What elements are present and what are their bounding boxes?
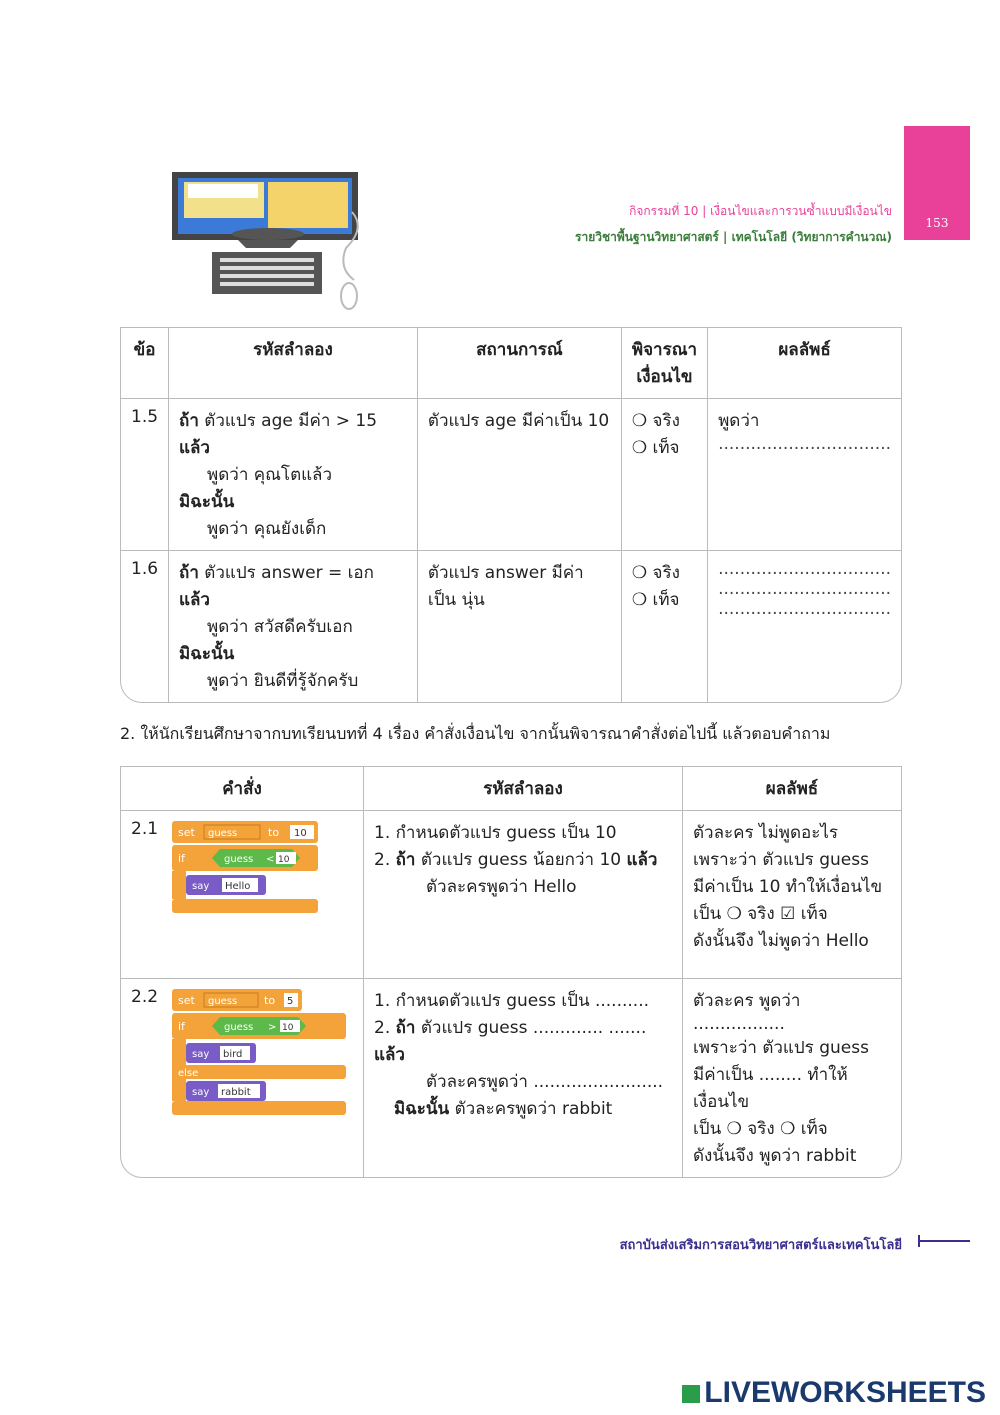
answer-blank[interactable]: ................................ bbox=[718, 559, 891, 579]
scratch-blocks-2-1-icon bbox=[172, 821, 322, 919]
code-line[interactable]: 1. กำหนดตัวแปร guess เป็น .......... bbox=[374, 991, 650, 1011]
table-row bbox=[120, 551, 902, 703]
brand-label: LIVEWORKSHEETS bbox=[704, 1376, 986, 1409]
row-number: 2.1 bbox=[131, 819, 159, 839]
if-label: if bbox=[178, 1020, 186, 1033]
command-cell bbox=[120, 811, 364, 979]
pseudocode-cell bbox=[364, 811, 683, 979]
var-label: guess bbox=[208, 828, 238, 839]
pseudocode-cell bbox=[169, 551, 418, 703]
code-line: พูดว่า คุณโตแล้ว bbox=[207, 465, 333, 485]
result-line: เพราะว่า ตัวแปร guess bbox=[693, 850, 869, 870]
result-cell bbox=[683, 811, 902, 979]
result-cell bbox=[683, 979, 902, 1178]
code-line: พูดว่า ยินดีที่รู้จักครับ bbox=[207, 671, 359, 691]
condition-table bbox=[120, 327, 902, 703]
code-line: พูดว่า คุณยังเด็ก bbox=[207, 519, 327, 539]
else-keyword: มิฉะนั้น bbox=[179, 492, 235, 512]
code-prefix: 2. bbox=[374, 1018, 396, 1038]
say-label: say bbox=[192, 1049, 210, 1060]
if-keyword: ถ้า bbox=[179, 411, 199, 431]
pseudocode-cell bbox=[169, 399, 418, 551]
liveworksheets-logo bbox=[682, 1376, 986, 1410]
answer-blank[interactable]: ................................ bbox=[718, 434, 891, 454]
if-keyword: ถ้า bbox=[395, 850, 416, 870]
compare-value-label: 10 bbox=[282, 1023, 294, 1033]
command-table bbox=[120, 766, 902, 1178]
if-label: if bbox=[178, 852, 186, 865]
liveworksheets-icon bbox=[682, 1385, 700, 1403]
scratch-blocks-2-2-icon bbox=[172, 989, 348, 1125]
result-line: ดังนั้นจึง พูดว่า rabbit bbox=[693, 1146, 857, 1166]
page-number-tab bbox=[904, 126, 970, 240]
page-number: 153 bbox=[925, 216, 949, 230]
question-2-instruction: 2. ให้นักเรียนศึกษาจากบทเรียนบทที่ 4 เรื่อง คำสั่งเงื่อนไข จากนั้นพิจารณาคำสั่งต่อไปนี้ แล้วตอบคำถาม bbox=[120, 724, 831, 743]
pseudocode-cell bbox=[364, 979, 683, 1178]
code-line[interactable]: ตัวละครพูดว่า ........................ bbox=[426, 1072, 664, 1092]
if-keyword: ถ้า bbox=[395, 1018, 416, 1038]
table-row bbox=[120, 399, 902, 551]
result-cell bbox=[708, 551, 902, 703]
say-value-label: rabbit bbox=[221, 1087, 252, 1098]
compare-value-label: 10 bbox=[278, 855, 290, 865]
col-header-result: ผลลัพธ์ bbox=[683, 766, 902, 811]
result-line: พูดว่า bbox=[718, 411, 760, 431]
publisher-footer: สถาบันส่งเสริมการสอนวิทยาศาสตร์และเทคโนโลยี bbox=[619, 1238, 902, 1253]
else-label: else bbox=[178, 1068, 199, 1079]
false-radio[interactable]: ❍ เท็จ bbox=[631, 590, 680, 610]
say-label: say bbox=[192, 881, 210, 892]
code-line: ตัวละครพูดว่า Hello bbox=[426, 877, 577, 897]
condition-text: ตัวแปร guess น้อยกว่า 10 bbox=[415, 850, 627, 870]
result-line: เพราะว่า ตัวแปร guess bbox=[693, 1038, 869, 1058]
condition-text: ตัวแปร age มีค่า > 15 bbox=[198, 411, 378, 431]
to-label: to bbox=[268, 826, 280, 839]
row-number: 2.2 bbox=[131, 987, 159, 1007]
then-keyword: แล้ว bbox=[374, 1045, 405, 1065]
result-line: เป็น ❍ จริง ☑ เท็จ bbox=[693, 904, 828, 924]
result-line: มีค่าเป็น 10 ทำให้เงื่อนไข bbox=[693, 877, 883, 897]
col-header-no: ข้อ bbox=[120, 327, 169, 399]
compare-var-label: guess bbox=[224, 1022, 254, 1033]
col-header-command: คำสั่ง bbox=[120, 766, 364, 811]
table-row bbox=[120, 979, 902, 1178]
compare-var-label: guess bbox=[224, 854, 254, 865]
code-line: พูดว่า สวัสดีครับเอก bbox=[207, 617, 353, 637]
var-label: guess bbox=[208, 996, 238, 1007]
col-header-pseudocode: รหัสลำลอง bbox=[169, 327, 418, 399]
value-label: 5 bbox=[287, 996, 294, 1007]
then-keyword: แล้ว bbox=[626, 850, 658, 870]
to-label: to bbox=[264, 994, 276, 1007]
situation-cell: ตัวแปร age มีค่าเป็น 10 bbox=[418, 399, 622, 551]
command-cell bbox=[120, 979, 364, 1178]
answer-blank[interactable]: ................................ bbox=[718, 579, 891, 599]
result-line[interactable]: เป็น ❍ จริง ❍ เท็จ bbox=[693, 1119, 828, 1139]
answer-blank[interactable]: ................................ bbox=[718, 599, 891, 619]
table-row bbox=[120, 811, 902, 979]
if-keyword: ถ้า bbox=[179, 563, 199, 583]
true-radio[interactable]: ❍ จริง bbox=[631, 411, 680, 431]
result-cell bbox=[708, 399, 902, 551]
then-keyword: แล้ว bbox=[179, 438, 210, 458]
col-header-result: ผลลัพธ์ bbox=[708, 327, 902, 399]
false-radio[interactable]: ❍ เท็จ bbox=[631, 438, 680, 458]
code-prefix: 2. bbox=[374, 850, 396, 870]
code-line: 1. กำหนดตัวแปร guess เป็น 10 bbox=[374, 823, 617, 843]
then-keyword: แล้ว bbox=[179, 590, 210, 610]
row-number: 1.5 bbox=[120, 399, 169, 551]
subject-title: รายวิชาพื้นฐานวิทยาศาสตร์ | เทคโนโลยี (วิทยาการคำนวณ) bbox=[575, 230, 892, 244]
row-number: 1.6 bbox=[120, 551, 169, 703]
operator-label: < bbox=[266, 854, 275, 865]
condition-text: ตัวแปร answer = เอก bbox=[198, 563, 374, 583]
true-radio[interactable]: ❍ จริง bbox=[631, 563, 680, 583]
activity-title: กิจกรรมที่ 10 | เงื่อนไขและการวนซ้ำแบบมีเงื่อนไข bbox=[629, 204, 892, 218]
set-label: set bbox=[178, 826, 196, 839]
condition-options bbox=[622, 551, 708, 703]
say-value-label: Hello bbox=[225, 881, 251, 892]
result-line: ดังนั้นจึง ไม่พูดว่า Hello bbox=[693, 931, 869, 951]
result-line: ตัวละคร ไม่พูดอะไร bbox=[693, 823, 839, 843]
say-label: say bbox=[192, 1087, 210, 1098]
result-line[interactable]: ตัวละคร พูดว่า ................. bbox=[693, 991, 801, 1034]
operator-label: > bbox=[268, 1022, 277, 1033]
col-header-condition: พิจารณา เงื่อนไข bbox=[622, 327, 708, 399]
condition-options bbox=[622, 399, 708, 551]
situation-cell: ตัวแปร answer มีค่าเป็น นุ่น bbox=[418, 551, 622, 703]
value-label: 10 bbox=[294, 828, 308, 839]
else-keyword: มิฉะนั้น bbox=[394, 1099, 450, 1119]
result-line[interactable]: มีค่าเป็น ........ ทำให้เงื่อนไข bbox=[693, 1065, 848, 1112]
col-header-pseudocode: รหัสลำลอง bbox=[364, 766, 683, 811]
condition-text[interactable]: ตัวแปร guess ............. ....... bbox=[415, 1018, 647, 1038]
footer-line bbox=[918, 1240, 970, 1242]
code-line: ตัวละครพูดว่า rabbit bbox=[449, 1099, 613, 1119]
computer-illustration-icon bbox=[168, 168, 368, 313]
say-value-label: bird bbox=[223, 1049, 243, 1060]
set-label: set bbox=[178, 994, 196, 1007]
else-keyword: มิฉะนั้น bbox=[179, 644, 235, 664]
col-header-situation: สถานการณ์ bbox=[418, 327, 622, 399]
